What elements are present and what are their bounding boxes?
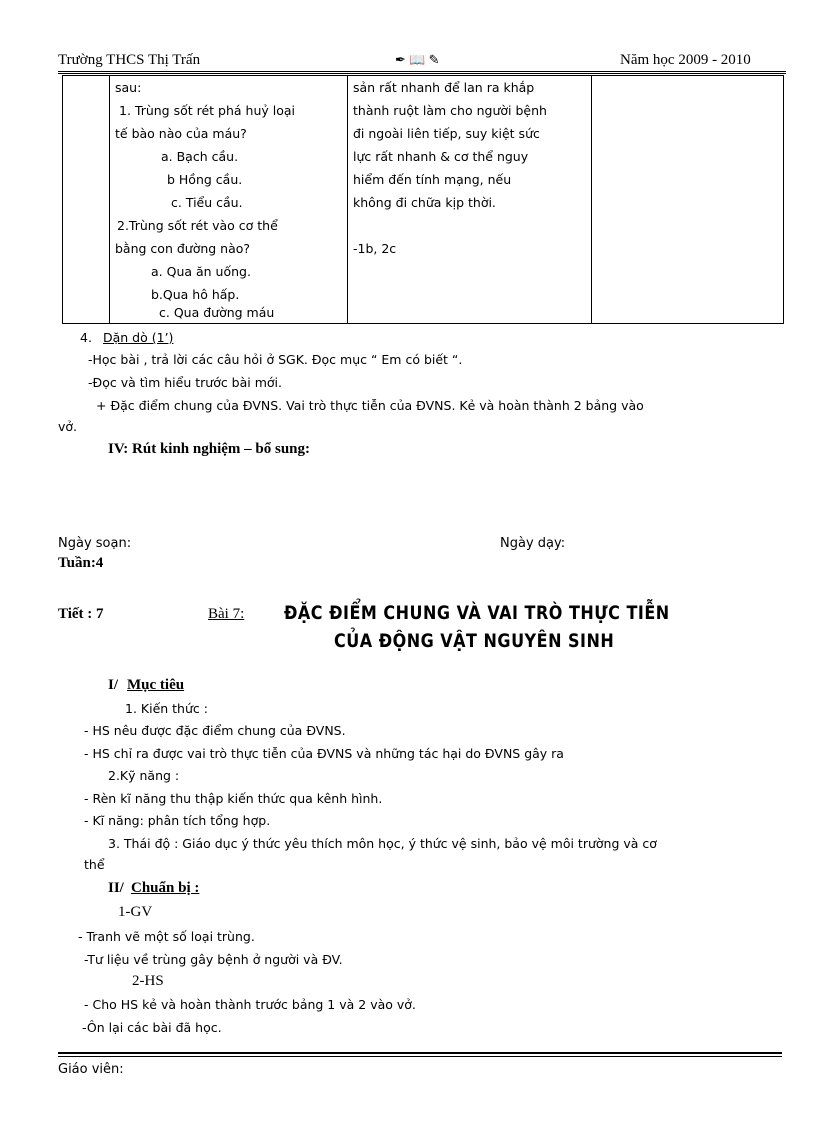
objectives-line: 1. Kiến thức : — [125, 701, 208, 716]
table-col2-line: tế bào nào của máu? — [115, 126, 247, 141]
footer-rule — [58, 1052, 782, 1054]
homework-title: Dặn dò (1’) — [103, 330, 174, 345]
table-col3-line: đi ngoài liên tiếp, suy kiệt sức — [353, 126, 540, 141]
week-label: Tuần:4 — [58, 555, 104, 571]
header-rule-2 — [58, 73, 786, 74]
table-col2-line: c. Qua đường máu — [159, 305, 275, 320]
homework-line: -Học bài , trả lời các câu hỏi ở SGK. Đọc mục “ Em có biết “. — [88, 352, 463, 367]
objectives-heading: Mục tiêu — [127, 677, 185, 693]
objectives-line: - Kĩ năng: phân tích tổng hợp. — [84, 813, 271, 828]
homework-line: -Đọc và tìm hiểu trước bài mới. — [88, 375, 282, 390]
table-col2-line: sau: — [115, 80, 142, 95]
homework-line: vở. — [58, 419, 78, 434]
table-col2-line: c. Tiểu cầu. — [171, 195, 243, 210]
homework-number: 4. — [80, 330, 92, 345]
objectives-line: 3. Thái độ : Giáo dục ý thức yêu thích môn học, ý thức vệ sinh, bảo vệ môi trường và cơ — [108, 836, 657, 851]
prep-line: -Tư liệu về trùng gây bệnh ở người và ĐV. — [84, 952, 343, 967]
table-col3-line: sản rất nhanh để lan ra khắp — [353, 80, 535, 95]
objectives-line: - HS chỉ ra được vai trò thực tiễn của ĐVNS và những tác hại do ĐVNS gây ra — [84, 746, 564, 761]
period-label: Tiết : 7 — [58, 606, 104, 622]
header-ornament: ✒ 📖 ✎ — [395, 52, 440, 67]
table-col2-line: b.Qua hô hấp. — [151, 287, 240, 302]
lesson-table — [62, 75, 784, 324]
table-col2-line: a. Bạch cầu. — [161, 149, 239, 164]
table-col-divider-2 — [347, 76, 348, 323]
objectives-heading-number: I/ — [108, 677, 119, 693]
table-col-divider-3 — [591, 76, 592, 323]
footer-teacher: Giáo viên: — [58, 1062, 124, 1077]
lesson-title-line-2: CỦA ĐỘNG VẬT NGUYÊN SINH — [334, 629, 615, 652]
footer-rule-2 — [58, 1056, 782, 1057]
header-rule — [58, 71, 786, 72]
objectives-line: - HS nêu được đặc điểm chung của ĐVNS. — [84, 723, 346, 738]
ngay-day-label: Ngày dạy: — [500, 536, 566, 551]
prep-line: - Tranh vẽ một số loại trùng. — [78, 929, 255, 944]
table-col3-line: thành ruột làm cho người bệnh — [353, 103, 547, 118]
prep-heading-number: II/ — [108, 880, 124, 896]
prep-line: -Ôn lại các bài đã học. — [82, 1020, 222, 1035]
objectives-line: 2.Kỹ năng : — [108, 768, 180, 783]
objectives-line: - Rèn kĩ năng thu thập kiến thức qua kênh hình. — [84, 791, 383, 806]
table-col-divider-1 — [109, 76, 110, 323]
prep-hs-label: 2-HS — [132, 973, 164, 989]
prep-heading: Chuẩn bị : — [131, 880, 200, 896]
header-year: Năm học 2009 - 2010 — [620, 52, 751, 68]
prep-gv-label: 1-GV — [118, 904, 153, 920]
lesson-number: Bài 7: — [208, 606, 245, 622]
table-col3-line: hiểm đến tính mạng, nếu — [353, 172, 512, 187]
ngay-soan-label: Ngày soạn: — [58, 536, 132, 551]
lesson-title-line-1: ĐẶC ĐIỂM CHUNG VÀ VAI TRÒ THỰC TIỄN — [284, 601, 670, 624]
table-col2-line: a. Qua ăn uống. — [151, 264, 251, 279]
table-col3-line: lực rất nhanh & cơ thể nguy — [353, 149, 529, 164]
table-col3-line: không đi chữa kịp thời. — [353, 195, 496, 210]
objectives-line: thể — [84, 857, 105, 872]
prep-line: - Cho HS kẻ và hoàn thành trước bảng 1 và 2 vào vở. — [84, 997, 416, 1012]
table-col2-line: 1. Trùng sốt rét phá huỷ loại — [119, 103, 296, 118]
homework-line: + Đặc điểm chung của ĐVNS. Vai trò thực tiễn của ĐVNS. Kẻ và hoàn thành 2 bảng vào — [96, 398, 644, 413]
table-col2-line: b Hồng cầu. — [167, 172, 243, 187]
header-school: Trường THCS Thị Trấn — [58, 52, 201, 68]
section-iv-heading: IV: Rút kinh nghiệm – bổ sung: — [108, 441, 311, 457]
table-col2-line: bằng con đường nào? — [115, 241, 251, 256]
table-col2-line: 2.Trùng sốt rét vào cơ thể — [117, 218, 278, 233]
table-col3-line: -1b, 2c — [353, 241, 397, 256]
